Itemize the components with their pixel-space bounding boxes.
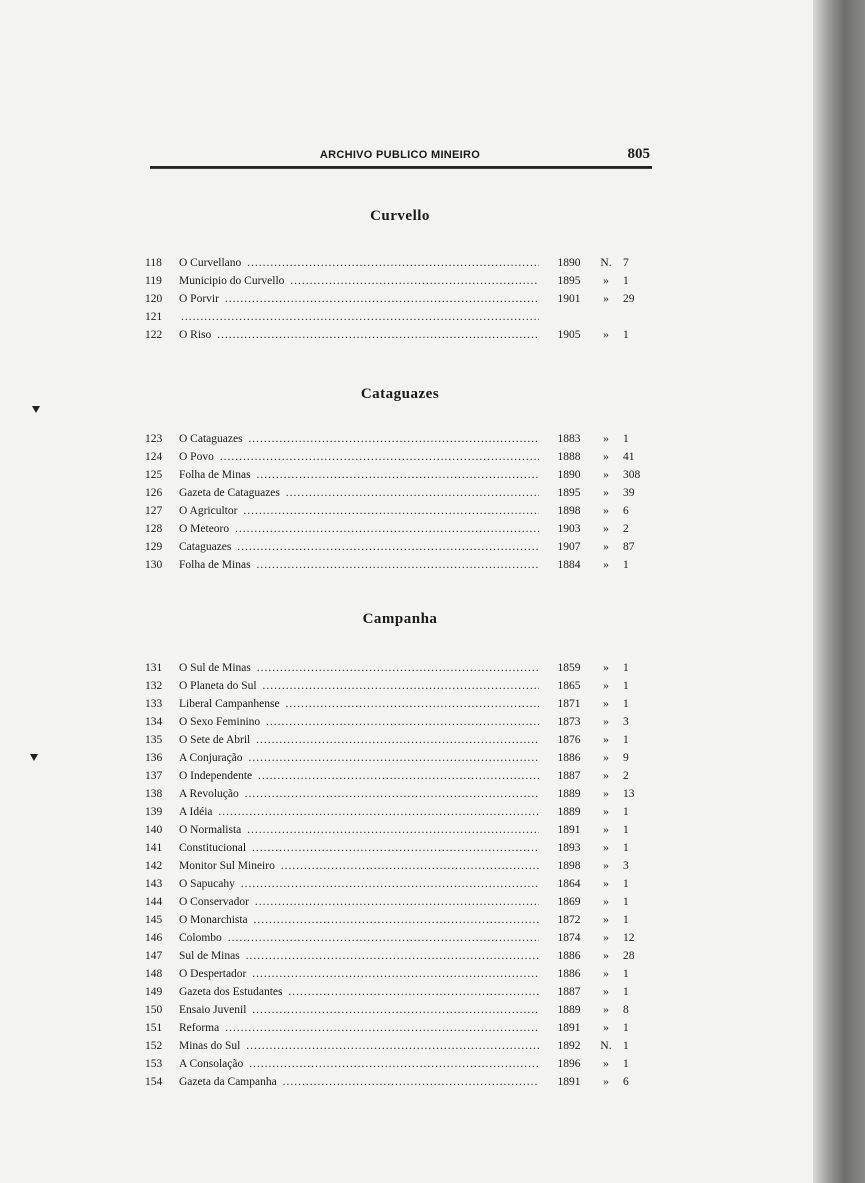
entry-name [179,520,539,538]
entry-count: 3 [623,860,629,872]
table-row [145,731,655,749]
entry-count: 1 [623,680,629,692]
entry-number: 129 [145,541,163,553]
entry-name [179,1037,539,1055]
entry-count: 9 [623,752,629,764]
entry-year: 1895 [557,487,581,499]
entry-number: 133 [145,698,163,710]
entry-number: 134 [145,716,163,728]
entry-name [179,308,539,326]
entry-number: 148 [145,968,163,980]
table-row [145,538,655,556]
entry-name [179,929,539,947]
table-row [145,502,655,520]
entry-count: 3 [623,716,629,728]
entry-year: 1895 [557,275,581,287]
entry-number: 142 [145,860,163,872]
newspaper-title: O Planeta do Sul [179,680,257,692]
entry-marker: » [603,523,609,535]
entry-name [179,254,539,272]
entry-count: 1 [623,896,629,908]
section-title-cataguazes: Cataguazes [360,386,440,402]
entry-year: 1891 [557,1022,581,1034]
entry-name [179,659,539,677]
newspaper-title: O Despertador [179,968,247,980]
newspaper-title: Gazeta da Campanha [179,1076,277,1088]
entry-number: 125 [145,469,163,481]
newspaper-title: Ensaio Juvenil [179,1004,247,1016]
header-rule [150,166,652,169]
entry-marker: » [603,275,609,287]
entry-year: 1891 [557,1076,581,1088]
entry-year: 1872 [557,914,581,926]
entry-year: 1888 [557,451,581,463]
entry-name [179,466,539,484]
newspaper-title: Sul de Minas [179,950,240,962]
entry-name [179,875,539,893]
entry-year: 1874 [557,932,581,944]
entry-count: 2 [623,523,629,535]
entry-name [179,785,539,803]
table-row [145,1001,655,1019]
entry-name [179,857,539,875]
entry-year: 1891 [557,824,581,836]
entry-number: 144 [145,896,163,908]
newspaper-title: Colombo [179,932,222,944]
entry-name [179,272,539,290]
entry-count: 29 [623,293,635,305]
entry-year: 1889 [557,1004,581,1016]
table-row [145,893,655,911]
entry-count: 1 [623,329,629,341]
entry-number: 154 [145,1076,163,1088]
entry-marker: » [603,860,609,872]
newspaper-title: Monitor Sul Mineiro [179,860,275,872]
entry-marker: » [603,806,609,818]
table-row [145,1073,655,1091]
entry-marker: » [603,1076,609,1088]
entry-year: 1887 [557,770,581,782]
entry-number: 140 [145,824,163,836]
entry-number: 137 [145,770,163,782]
entry-number: 151 [145,1022,163,1034]
entry-count: 13 [623,788,635,800]
book-spine-shadow [813,0,865,1183]
table-row [145,839,655,857]
table-row [145,677,655,695]
entry-number: 145 [145,914,163,926]
entry-name [179,448,539,466]
table-row [145,929,655,947]
newspaper-title: O Povo [179,451,214,463]
table-row [145,308,655,326]
table-row [145,466,655,484]
entry-count: 2 [623,770,629,782]
entry-marker: » [603,433,609,445]
table-row [145,484,655,502]
entry-name [179,749,539,767]
entry-name [179,538,539,556]
entry-number: 122 [145,329,163,341]
table-row [145,983,655,1001]
entry-count: 7 [623,257,629,269]
entry-marker: N. [600,257,612,269]
section-title-curvello: Curvello [370,208,430,224]
entry-name [179,821,539,839]
entry-number: 138 [145,788,163,800]
entry-name [179,430,539,448]
entry-count: 308 [623,469,641,481]
table-row [145,272,655,290]
entry-number: 143 [145,878,163,890]
entry-number: 153 [145,1058,163,1070]
newspaper-title: O Monarchista [179,914,248,926]
entry-marker: » [603,734,609,746]
entry-name [179,290,539,308]
newspaper-title: A Consolação [179,1058,244,1070]
entry-marker: » [603,914,609,926]
entry-marker: » [603,329,609,341]
entry-name [179,893,539,911]
entry-marker: » [603,559,609,571]
entry-number: 128 [145,523,163,535]
entry-count: 28 [623,950,635,962]
entry-year: 1886 [557,752,581,764]
entry-name [179,839,539,857]
entry-year: 1890 [557,257,581,269]
entry-marker: » [603,1022,609,1034]
entry-name [179,1073,539,1091]
entry-marker: » [603,788,609,800]
entry-marker: » [603,878,609,890]
entry-marker: » [603,1004,609,1016]
entry-year: 1903 [557,523,581,535]
newspaper-title: A Revolução [179,788,239,800]
entry-name [179,502,539,520]
entry-count: 6 [623,505,629,517]
entry-number: 135 [145,734,163,746]
entry-count: 87 [623,541,635,553]
table-row [145,875,655,893]
entry-marker: N. [600,1040,612,1052]
newspaper-title: O Agricultor [179,505,238,517]
table-row [145,785,655,803]
entry-count: 1 [623,1022,629,1034]
table-row [145,448,655,466]
table-row [145,556,655,574]
entry-count: 1 [623,662,629,674]
entry-name [179,1055,539,1073]
table-row [145,911,655,929]
entry-year: 1886 [557,968,581,980]
table-row [145,1055,655,1073]
entry-number: 146 [145,932,163,944]
entry-year: 1905 [557,329,581,341]
table-row [145,695,655,713]
entry-count: 8 [623,1004,629,1016]
section-rows [145,254,655,344]
entry-marker: » [603,986,609,998]
entry-count: 6 [623,1076,629,1088]
entry-count: 12 [623,932,635,944]
entry-year: 1859 [557,662,581,674]
entry-number: 141 [145,842,163,854]
entry-year: 1893 [557,842,581,854]
entry-year: 1887 [557,986,581,998]
newspaper-title: Liberal Campanhense [179,698,280,710]
entry-name [179,947,539,965]
newspaper-title: O Independente [179,770,253,782]
page-number: 805 [627,146,650,162]
entry-marker: » [603,824,609,836]
entry-count: 1 [623,968,629,980]
table-row [145,965,655,983]
newspaper-title: O Normalista [179,824,242,836]
entry-marker: » [603,698,609,710]
entry-count: 1 [623,559,629,571]
table-row [145,1037,655,1055]
entry-year: 1864 [557,878,581,890]
entry-marker: » [603,896,609,908]
page-header [150,146,650,166]
newspaper-title: O Sexo Feminino [179,716,261,728]
entry-count: 1 [623,734,629,746]
entry-name [179,1001,539,1019]
table-row [145,803,655,821]
section-rows [145,430,655,574]
entry-number: 147 [145,950,163,962]
entry-number: 149 [145,986,163,998]
entry-number: 139 [145,806,163,818]
entry-marker: » [603,541,609,553]
entry-number: 152 [145,1040,163,1052]
table-row [145,520,655,538]
table-row [145,290,655,308]
entry-marker: » [603,451,609,463]
newspaper-title: O Sul de Minas [179,662,251,674]
entry-count: 1 [623,806,629,818]
newspaper-title: O Porvir [179,293,219,305]
entry-count: 39 [623,487,635,499]
entry-name [179,695,539,713]
newspaper-title: A Idéia [179,806,213,818]
entry-marker: » [603,716,609,728]
entry-count: 1 [623,1040,629,1052]
entry-year: 1873 [557,716,581,728]
entry-name [179,911,539,929]
entry-number: 126 [145,487,163,499]
entry-number: 132 [145,680,163,692]
entry-year: 1898 [557,860,581,872]
entry-number: 118 [145,257,162,269]
entry-marker: » [603,293,609,305]
entry-marker: » [603,770,609,782]
newspaper-title: Reforma [179,1022,220,1034]
entry-number: 119 [145,275,162,287]
margin-mark [32,406,40,413]
entry-count: 1 [623,433,629,445]
newspaper-title: O Curvellano [179,257,242,269]
table-row [145,326,655,344]
table-row [145,254,655,272]
newspaper-title: Municipio do Curvello [179,275,285,287]
entry-number: 136 [145,752,163,764]
entry-count: 1 [623,878,629,890]
margin-mark [30,754,38,761]
entry-name [179,803,539,821]
entry-marker: » [603,662,609,674]
entry-number: 121 [145,311,163,323]
entry-marker: » [603,505,609,517]
newspaper-title: O Conservador [179,896,249,908]
newspaper-title: Minas do Sul [179,1040,241,1052]
entry-year: 1886 [557,950,581,962]
table-row [145,767,655,785]
entry-marker: » [603,752,609,764]
newspaper-title: A Conjuração [179,752,243,764]
entry-year: 1901 [557,293,581,305]
entry-count: 1 [623,986,629,998]
entry-name [179,983,539,1001]
section-title-campanha: Campanha [362,611,438,627]
entry-year: 1869 [557,896,581,908]
entry-marker: » [603,680,609,692]
newspaper-title: O Riso [179,329,212,341]
entry-marker: » [603,968,609,980]
table-row [145,857,655,875]
entry-year: 1896 [557,1058,581,1070]
newspaper-title: O Sete de Abril [179,734,251,746]
entry-count: 1 [623,842,629,854]
entry-number: 124 [145,451,163,463]
table-row [145,749,655,767]
entry-name [179,767,539,785]
table-row [145,1019,655,1037]
entry-name [179,713,539,731]
table-row [145,947,655,965]
entry-marker: » [603,469,609,481]
entry-number: 120 [145,293,163,305]
table-row [145,659,655,677]
entry-year: 1871 [557,698,581,710]
entry-year: 1898 [557,505,581,517]
table-row [145,821,655,839]
newspaper-title: Constitucional [179,842,247,854]
entry-marker: » [603,842,609,854]
entry-name [179,965,539,983]
entry-year: 1876 [557,734,581,746]
entry-name [179,484,539,502]
entry-name [179,1019,539,1037]
table-row [145,713,655,731]
newspaper-title [179,311,181,323]
entry-year: 1907 [557,541,581,553]
entry-year: 1884 [557,559,581,571]
table-row [145,430,655,448]
entry-name [179,326,539,344]
entry-count: 1 [623,275,629,287]
entry-number: 131 [145,662,163,674]
entry-year: 1892 [557,1040,581,1052]
entry-name [179,731,539,749]
entry-number: 123 [145,433,163,445]
entry-count: 1 [623,698,629,710]
entry-count: 1 [623,914,629,926]
entry-name [179,677,539,695]
entry-year: 1883 [557,433,581,445]
entry-number: 127 [145,505,163,517]
entry-number: 150 [145,1004,163,1016]
newspaper-title: Folha de Minas [179,559,251,571]
entry-year: 1889 [557,788,581,800]
entry-number: 130 [145,559,163,571]
entry-name [179,556,539,574]
newspaper-title: O Sapucahy [179,878,235,890]
section-rows [145,659,655,1091]
entry-year: 1889 [557,806,581,818]
entry-year: 1890 [557,469,581,481]
entry-count: 1 [623,1058,629,1070]
entry-marker: » [603,1058,609,1070]
entry-marker: » [603,950,609,962]
newspaper-title: Folha de Minas [179,469,251,481]
newspaper-title: O Meteoro [179,523,230,535]
entry-count: 41 [623,451,635,463]
entry-marker: » [603,487,609,499]
entry-count: 1 [623,824,629,836]
entry-marker: » [603,932,609,944]
entry-year: 1865 [557,680,581,692]
running-title: ARCHIVO PUBLICO MINEIRO [319,149,481,161]
newspaper-title: O Cataguazes [179,433,243,445]
newspaper-title: Gazeta dos Estudantes [179,986,283,998]
newspaper-title: Cataguazes [179,541,232,553]
newspaper-title: Gazeta de Cataguazes [179,487,280,499]
